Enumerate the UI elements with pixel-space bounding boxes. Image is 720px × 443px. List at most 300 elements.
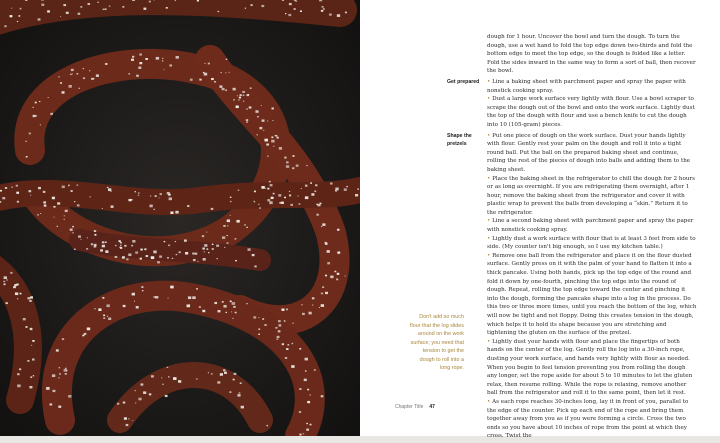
- salt-flake: [289, 191, 290, 192]
- salt-flake: [131, 59, 134, 61]
- salt-flake: [167, 367, 168, 368]
- salt-flake: [32, 107, 34, 108]
- salt-flake: [245, 8, 246, 9]
- salt-flake: [20, 8, 22, 10]
- salt-flake: [154, 209, 155, 210]
- salt-flake: [321, 10, 323, 12]
- salt-flake: [337, 14, 340, 17]
- salt-flake: [311, 193, 314, 195]
- salt-flake: [3, 281, 5, 282]
- salt-flake: [122, 256, 125, 258]
- salt-flake: [64, 369, 67, 372]
- salt-flake: [267, 188, 269, 190]
- salt-flake: [157, 261, 160, 263]
- salt-flake: [230, 201, 232, 202]
- salt-flake: [305, 370, 307, 371]
- salt-flake: [262, 119, 265, 121]
- salt-flake: [94, 234, 96, 236]
- salt-flake: [166, 7, 168, 9]
- salt-flake: [279, 202, 281, 203]
- salt-flake: [179, 251, 181, 253]
- salt-flake: [71, 69, 74, 71]
- salt-flake: [134, 301, 135, 302]
- salt-flake: [253, 316, 256, 318]
- salt-flake: [173, 377, 176, 380]
- salt-flake: [307, 401, 310, 403]
- salt-flake: [44, 205, 47, 207]
- salt-flake: [35, 102, 37, 104]
- salt-flake: [304, 379, 307, 381]
- step: • Remove one ball from the refrigerator and place it on the flour dusted surface. Gently press on it with the palm of your hand to flatten it into a thick pancake. Using both hands, pick up the top edge of the round and fold it down by one-fourth, pinching the top edge into the round of dough. Repeat, rolling the top edge toward the center and pinching it into the dough, forming the pancake shape into a log in the process. Do this two or three more times, until you reach the bottom of the log, which will now be tight and not floppy. Doing this creates tension in the dough, which helps it to hold its shape because you are stretching and tightening the gluten on the surface of the pretzel.: [487, 252, 697, 338]
- salt-flake: [288, 14, 291, 16]
- salt-flake: [202, 248, 205, 250]
- salt-flake: [219, 85, 222, 87]
- salt-flake: [211, 78, 214, 80]
- salt-flake: [255, 110, 258, 113]
- salt-flake: [6, 302, 8, 304]
- chapter-title: Chapter Title: [395, 404, 423, 410]
- salt-flake: [306, 423, 308, 424]
- salt-flake: [119, 247, 121, 249]
- salt-flake: [188, 296, 191, 299]
- salt-flake: [175, 241, 176, 242]
- salt-flake: [278, 324, 281, 326]
- salt-flake: [131, 245, 133, 246]
- salt-flake: [227, 219, 230, 222]
- salt-flake: [77, 204, 80, 206]
- salt-flake: [275, 327, 277, 329]
- salt-flake: [286, 165, 289, 168]
- salt-flake: [4, 283, 6, 285]
- salt-flake: [300, 10, 302, 12]
- salt-flake: [33, 375, 34, 376]
- get-prepared-steps: [487, 78, 697, 130]
- salt-flake: [156, 57, 159, 60]
- salt-flake: [78, 235, 81, 237]
- salt-flake: [168, 244, 170, 246]
- salt-flake: [222, 88, 225, 90]
- salt-flake: [79, 88, 80, 89]
- salt-flake: [233, 379, 235, 381]
- salt-flake: [46, 387, 49, 390]
- salt-flake: [118, 240, 120, 242]
- salt-flake: [216, 245, 219, 247]
- salt-flake: [195, 253, 198, 255]
- salt-flake: [111, 191, 112, 192]
- salt-flake: [30, 328, 33, 330]
- salt-flake: [70, 74, 72, 75]
- salt-flake: [295, 0, 297, 1]
- salt-flake: [162, 60, 163, 61]
- salt-flake: [128, 418, 129, 419]
- salt-flake: [197, 0, 199, 2]
- salt-flake: [204, 244, 207, 247]
- salt-flake: [305, 196, 308, 199]
- salt-flake: [230, 197, 232, 198]
- salt-flake: [153, 250, 156, 253]
- salt-flake: [273, 146, 274, 147]
- salt-flake: [225, 312, 227, 313]
- salt-flake: [239, 392, 241, 393]
- salt-flake: [83, 68, 84, 69]
- salt-flake: [196, 378, 198, 379]
- salt-flake: [80, 6, 82, 7]
- salt-flake: [278, 330, 281, 332]
- salt-flake: [276, 338, 278, 339]
- salt-flake: [29, 133, 31, 135]
- salt-flake: [307, 389, 309, 391]
- salt-flake: [60, 16, 61, 17]
- salt-flake: [143, 391, 146, 394]
- salt-flake: [48, 97, 49, 98]
- salt-flake: [223, 225, 225, 227]
- salt-flake: [102, 241, 105, 243]
- salt-flake: [89, 70, 90, 71]
- salt-flake: [155, 195, 157, 197]
- salt-flake: [225, 90, 227, 91]
- salt-flake: [254, 201, 255, 202]
- salt-flake: [37, 214, 39, 215]
- salt-flake: [124, 245, 126, 247]
- salt-flake: [178, 380, 181, 383]
- salt-flake: [35, 115, 37, 116]
- salt-flake: [284, 157, 286, 159]
- salt-flake: [238, 99, 239, 100]
- salt-flake: [240, 94, 242, 96]
- salt-flake: [149, 205, 152, 208]
- salt-flake: [218, 310, 221, 312]
- salt-flake: [291, 365, 294, 368]
- salt-flake: [298, 196, 299, 197]
- salt-flake: [204, 251, 205, 252]
- salt-flake: [264, 324, 266, 326]
- salt-flake: [344, 275, 345, 276]
- salt-flake: [266, 144, 268, 145]
- salt-flake: [212, 244, 214, 245]
- salt-flake: [15, 292, 18, 295]
- salt-flake: [16, 192, 19, 194]
- salt-flake: [344, 188, 347, 190]
- salt-flake: [74, 201, 75, 202]
- salt-flake: [96, 74, 99, 76]
- salt-flake: [13, 286, 16, 288]
- salt-flake: [68, 85, 71, 88]
- salt-flake: [150, 195, 151, 196]
- salt-flake: [143, 8, 146, 10]
- salt-flake: [105, 242, 107, 243]
- salt-flake: [139, 54, 142, 56]
- salt-flake: [242, 91, 245, 93]
- salt-flake: [102, 297, 104, 299]
- salt-flake: [261, 186, 264, 189]
- salt-flake: [117, 403, 119, 405]
- salt-flake: [70, 229, 73, 231]
- salt-flake: [267, 199, 270, 201]
- salt-flake: [312, 305, 313, 306]
- salt-flake: [87, 237, 88, 238]
- salt-flake: [105, 63, 108, 65]
- salt-flake: [216, 258, 217, 259]
- salt-flake: [168, 376, 169, 377]
- salt-flake: [227, 242, 229, 244]
- salt-flake: [153, 296, 155, 298]
- salt-flake: [165, 395, 168, 397]
- salt-flake: [145, 58, 147, 60]
- salt-flake: [132, 293, 135, 296]
- step: • Lightly dust a work surface with flour that is at least 3 feet from side to side. (My counter isn't big enough, so I use my kitchen table.): [487, 235, 697, 252]
- salt-flake: [306, 429, 309, 431]
- salt-flake: [30, 195, 31, 196]
- salt-flake: [254, 266, 256, 268]
- salt-flake: [284, 320, 286, 321]
- salt-flake: [29, 386, 32, 388]
- salt-flake: [47, 10, 50, 12]
- salt-flake: [4, 276, 7, 279]
- salt-flake: [278, 320, 281, 322]
- salt-flake: [159, 198, 160, 199]
- salt-flake: [266, 425, 268, 426]
- salt-flake: [97, 2, 99, 3]
- salt-flake: [88, 3, 91, 5]
- pretzel-photo: [0, 0, 360, 436]
- salt-flake: [109, 6, 111, 7]
- salt-flake: [94, 230, 96, 232]
- salt-flake: [63, 4, 66, 6]
- salt-flake: [292, 323, 293, 324]
- salt-flake: [321, 293, 323, 295]
- salt-flake: [299, 388, 301, 390]
- salt-flake: [321, 304, 324, 307]
- salt-flake: [247, 94, 250, 96]
- salt-flake: [275, 135, 277, 137]
- salt-flake: [65, 368, 66, 369]
- salt-flake: [176, 56, 179, 59]
- salt-flake: [59, 367, 61, 368]
- salt-flake: [10, 15, 13, 17]
- salt-flake: [299, 348, 301, 349]
- salt-flake: [124, 417, 127, 419]
- salt-flake: [187, 304, 190, 307]
- salt-flake: [261, 5, 264, 7]
- salt-flake: [202, 310, 205, 312]
- salt-flake: [220, 373, 223, 376]
- salt-flake: [102, 245, 105, 248]
- salt-flake: [132, 420, 133, 421]
- salt-flake: [248, 248, 251, 251]
- salt-flake: [82, 335, 83, 336]
- salt-flake: [231, 311, 232, 312]
- salt-flake: [262, 318, 264, 319]
- salt-flake: [94, 244, 97, 246]
- text-flow: [447, 33, 697, 443]
- salt-flake: [136, 306, 139, 308]
- salt-flake: [327, 262, 330, 264]
- salt-flake: [204, 63, 205, 64]
- salt-flake: [17, 298, 18, 299]
- salt-flake: [257, 134, 258, 135]
- intro-paragraph: [487, 33, 697, 76]
- salt-flake: [271, 197, 274, 199]
- salt-flake: [89, 196, 90, 197]
- salt-flake: [23, 318, 26, 320]
- salt-flake: [337, 229, 339, 231]
- salt-flake: [2, 197, 5, 199]
- salt-flake: [164, 241, 166, 242]
- salt-flake: [131, 199, 133, 200]
- salt-flake: [305, 358, 308, 361]
- salt-flake: [296, 165, 299, 167]
- salt-flake: [40, 213, 41, 214]
- salt-flake: [27, 360, 29, 362]
- salt-flake: [222, 236, 225, 239]
- salt-flake: [250, 4, 252, 6]
- salt-flake: [346, 186, 348, 187]
- salt-flake: [132, 240, 135, 243]
- salt-flake: [100, 249, 103, 251]
- salt-flake: [138, 67, 141, 69]
- salt-flake: [238, 190, 240, 191]
- salt-flake: [72, 226, 74, 227]
- salt-flake: [292, 167, 294, 169]
- salt-flake: [315, 184, 317, 186]
- salt-flake: [108, 188, 111, 191]
- page-footer: [395, 404, 435, 410]
- salt-flake: [111, 206, 114, 208]
- salt-flake: [62, 91, 65, 93]
- salt-flake: [273, 193, 275, 194]
- step: • Lightly dust your hands with flour and place the fingertips of both hands on the center of the log. Gently roll the log into a 30-inch rope, dusting your work surface, and hands very lightly with flour as needed. When you begin to feel tension preventing you from rolling the dough any longer, set the rope aside for about 5 to 10 minutes to let the gluten relax, then resume rolling. While the rope is relaxing, remove another ball from the refrigerator and roll it to the same point, then let it rest.: [487, 338, 697, 398]
- salt-flake: [107, 187, 109, 188]
- salt-flake: [277, 137, 279, 139]
- salt-flake: [224, 247, 225, 248]
- salt-flake: [53, 206, 55, 208]
- salt-flake: [246, 108, 247, 109]
- salt-flake: [123, 402, 125, 404]
- salt-flake: [246, 227, 247, 228]
- salt-flake: [264, 139, 267, 142]
- salt-flake: [167, 257, 169, 259]
- salt-flake: [246, 119, 248, 121]
- salt-flake: [140, 258, 142, 260]
- salt-flake: [50, 113, 53, 115]
- salt-flake: [164, 69, 165, 70]
- salt-flake: [211, 373, 213, 374]
- salt-flake: [286, 309, 288, 311]
- salt-flake: [310, 394, 311, 395]
- shape-pretzels-steps: [487, 132, 697, 441]
- salt-flake: [161, 377, 162, 378]
- salt-flake: [162, 58, 163, 59]
- salt-flake: [229, 391, 231, 393]
- salt-flake: [18, 15, 20, 16]
- salt-flake: [259, 127, 262, 129]
- salt-flake: [208, 372, 209, 373]
- salt-flake: [41, 4, 44, 6]
- salt-flake: [272, 120, 273, 121]
- salt-flake: [136, 75, 139, 77]
- salt-flake: [169, 64, 172, 66]
- salt-flake: [314, 191, 316, 193]
- salt-flake: [72, 74, 73, 75]
- salt-flake: [233, 99, 234, 100]
- salt-flake: [184, 239, 187, 241]
- salt-flake: [128, 253, 131, 256]
- salt-flake: [241, 406, 244, 409]
- salt-flake: [135, 402, 136, 403]
- step: • Put one piece of dough on the work surface. Dust your hands lightly with flour. Gently rest your palm on the dough and roll it into a tight round ball. Put the ball on the prepared baking sheet and continue, rolling the rest of the pieces of dough into balls and adding them to the baking sheet.: [487, 132, 697, 175]
- salt-flake: [43, 191, 45, 193]
- salt-flake: [120, 242, 122, 244]
- salt-flake: [243, 101, 244, 102]
- salt-flake: [168, 194, 170, 196]
- salt-flake: [330, 276, 333, 279]
- salt-flake: [103, 9, 105, 11]
- salt-flake: [29, 300, 31, 302]
- salt-flake: [77, 73, 79, 74]
- salt-flake: [257, 116, 259, 117]
- salt-flake: [65, 210, 68, 212]
- intro-row: [447, 33, 697, 76]
- salt-flake: [60, 82, 62, 84]
- salt-flake: [337, 273, 340, 275]
- salt-flake: [270, 184, 273, 186]
- salt-flake: [292, 155, 294, 157]
- salt-flake: [146, 255, 149, 257]
- salt-flake: [230, 301, 232, 303]
- salt-flake: [162, 384, 164, 385]
- salt-flake: [64, 215, 65, 216]
- salt-flake: [235, 238, 237, 239]
- salt-flake: [140, 249, 142, 251]
- salt-flake: [335, 188, 338, 191]
- salt-flake: [83, 77, 85, 79]
- salt-flake: [236, 220, 239, 223]
- salt-flake: [52, 390, 55, 392]
- salt-flake: [193, 259, 196, 261]
- salt-flake: [202, 235, 204, 237]
- salt-flake: [312, 297, 314, 299]
- salt-flake: [310, 424, 312, 426]
- salt-flake: [217, 11, 219, 12]
- step: • Line a second baking sheet with parchment paper and spray the paper with nonstick cooking spray.: [487, 217, 697, 234]
- salt-flake: [149, 1, 151, 3]
- salt-flake: [290, 204, 293, 206]
- salt-flake: [278, 194, 281, 196]
- salt-flake: [0, 190, 2, 192]
- salt-flake: [271, 108, 273, 110]
- salt-flake: [50, 403, 53, 405]
- salt-flake: [301, 188, 302, 189]
- salt-flake: [14, 284, 17, 286]
- salt-flake: [299, 434, 301, 436]
- salt-flake: [240, 382, 242, 384]
- salt-flake: [72, 232, 73, 233]
- intro-text: dough for 1 hour. Uncover the bowl and turn the dough. To turn the dough, use a wet hand to fold the top edge down two-thirds and fold the bottom edge to meet the top edge, so the dough is folded like a letter. Fold the sides inward in the same way to form a sort of ball, then recover the bowl.: [487, 33, 697, 76]
- salt-flake: [246, 303, 248, 304]
- salt-flake: [325, 242, 327, 244]
- salt-flake: [132, 56, 134, 58]
- salt-flake: [169, 197, 172, 200]
- salt-flake: [286, 161, 289, 163]
- salt-flake: [325, 292, 328, 294]
- salt-flake: [285, 357, 287, 359]
- salt-flake: [286, 348, 288, 350]
- salt-flake: [94, 308, 95, 309]
- salt-flake: [175, 211, 178, 214]
- salt-flake: [57, 226, 58, 227]
- salt-flake: [287, 344, 289, 345]
- salt-flake: [233, 88, 236, 91]
